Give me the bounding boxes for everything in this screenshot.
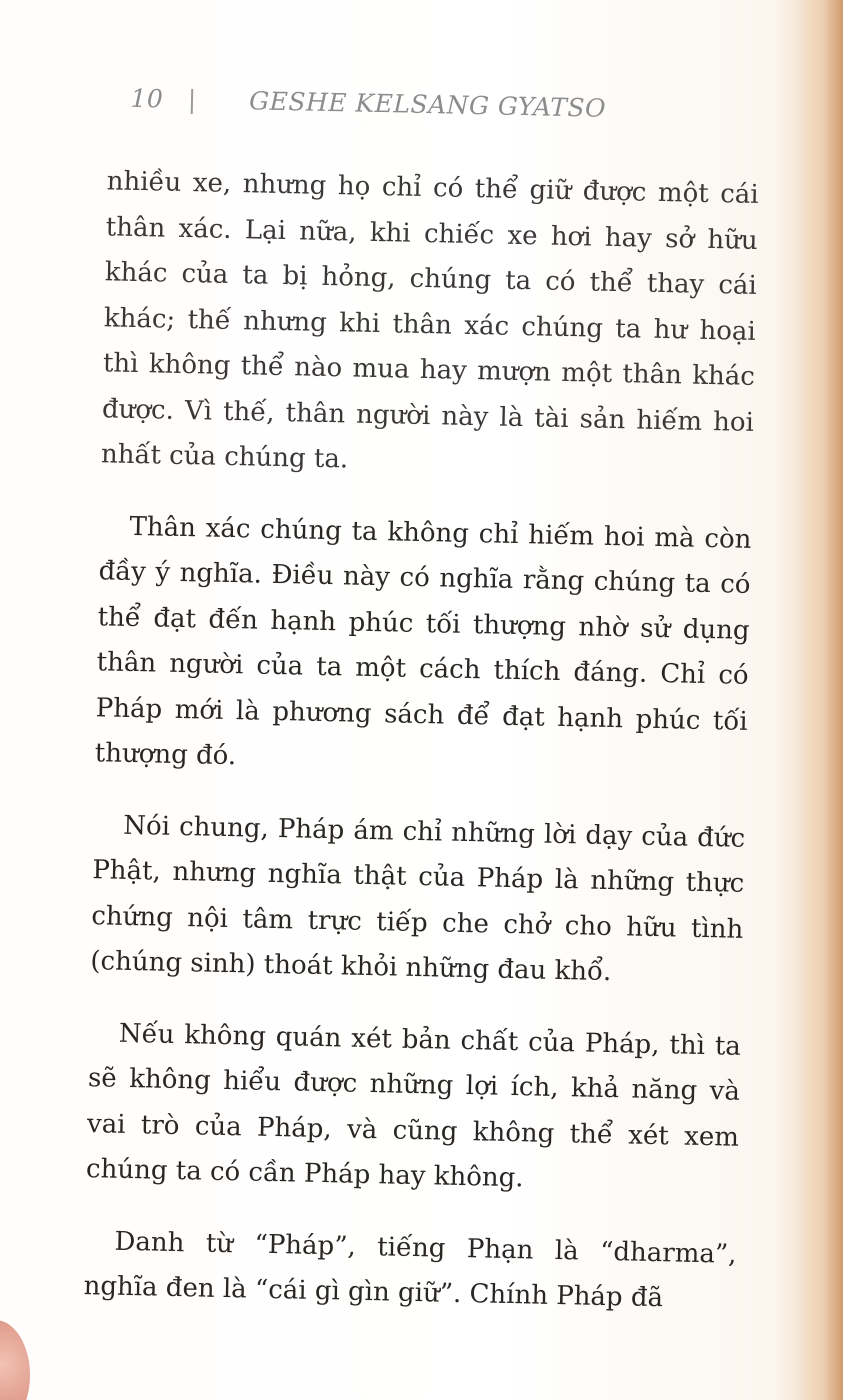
paragraph-3: Nói chung, Pháp ám chỉ những lời dạy của đức Phật, nhưng nghĩa thật của Pháp là những thực chứng nội tâm trực tiếp che chở cho hữu tình (chúng sinh) thoát khỏi những đau khổ. <box>90 810 746 988</box>
paragraph-5: Danh từ “Pháp”, tiếng Phạn là “dharma”, nghĩa đen là “cái gì gìn giữ”. Chính Pháp đã <box>83 1226 737 1314</box>
running-header <box>130 84 606 123</box>
body-text <box>83 159 759 1349</box>
paragraph-4: Nếu không quán xét bản chất của Pháp, thì ta sẽ không hiểu được những lợi ích, khả năng và vai trò của Pháp, và cũng không thể xét xem chúng ta có cần Pháp hay không. <box>85 1018 742 1194</box>
paragraph-1: nhiều xe, nhưng họ chỉ có thể giữ được một cái thân xác. Lại nữa, khi chiếc xe hơi hay sở hữu khác của ta bị hỏng, chúng ta có thể thay cái khác; thế nhưng khi thân xác chúng ta hư hoại thì không thể nào mua hay mượn một thân khác được. Vì thế, thân người này là tài sản hiếm hoi nhất của chúng ta. <box>100 166 759 475</box>
paragraph-2: Thân xác chúng ta không chỉ hiếm hoi mà còn đầy ý nghĩa. Điều này có nghĩa rằng chúng ta có thể đạt đến hạnh phúc tối thượng nhờ sử dụng thân người của ta một cách thích đáng. Chỉ có Pháp mới là phương sách để đạt hạnh phúc tối thượng đó. <box>94 511 752 772</box>
page-number: 10 <box>130 83 164 114</box>
running-title: GESHE KELSANG GYATSO <box>248 86 607 123</box>
header-separator: | <box>187 85 198 115</box>
page-edge-shadow <box>797 0 843 1400</box>
